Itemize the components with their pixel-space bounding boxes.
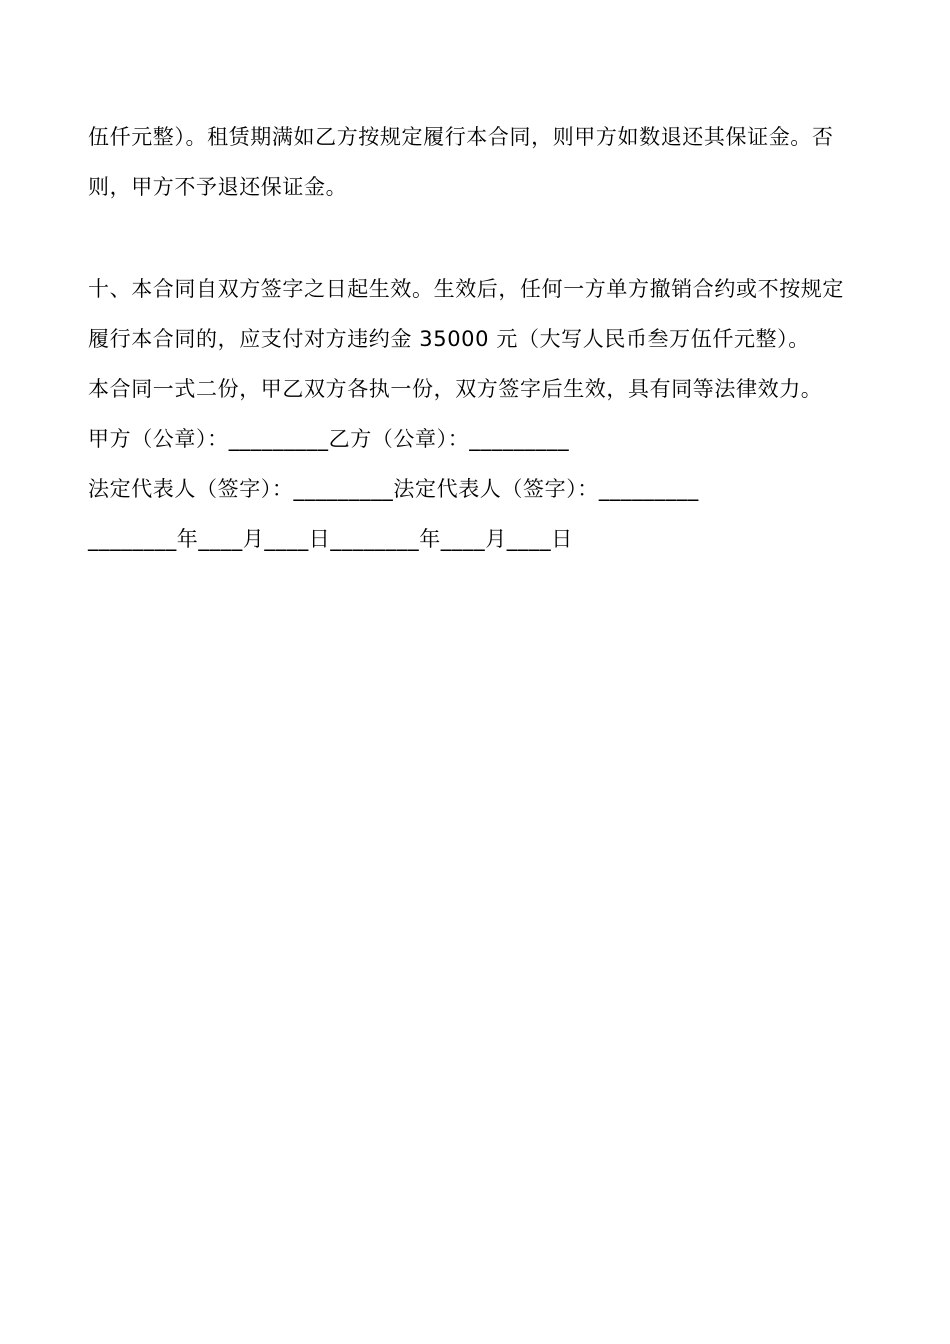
deposit-paragraph: 伍仟元整）。租赁期满如乙方按规定履行本合同，则甲方如数退还其保证金。否则，甲方不予退还保证金。	[88, 125, 834, 199]
seal-signature-line: 甲方（公章）：_________乙方（公章）：_________	[88, 427, 570, 451]
paragraph-spacer	[88, 212, 864, 264]
document-body	[88, 112, 864, 564]
clause-ten-paragraph: 十、本合同自双方签字之日起生效。生效后，任何一方单方撤销合约或不按规定履行本合同的，应支付对方违约金 35000 元（大写人民币叁万伍仟元整）。	[88, 277, 844, 351]
representative-signature-line: 法定代表人（签字）：_________法定代表人（签字）：_________	[88, 477, 699, 501]
date-line: ________年____月____日________年____月____日	[88, 527, 573, 551]
copies-paragraph: 本合同一式二份，甲乙双方各执一份，双方签字后生效，具有同等法律效力。	[88, 377, 823, 401]
